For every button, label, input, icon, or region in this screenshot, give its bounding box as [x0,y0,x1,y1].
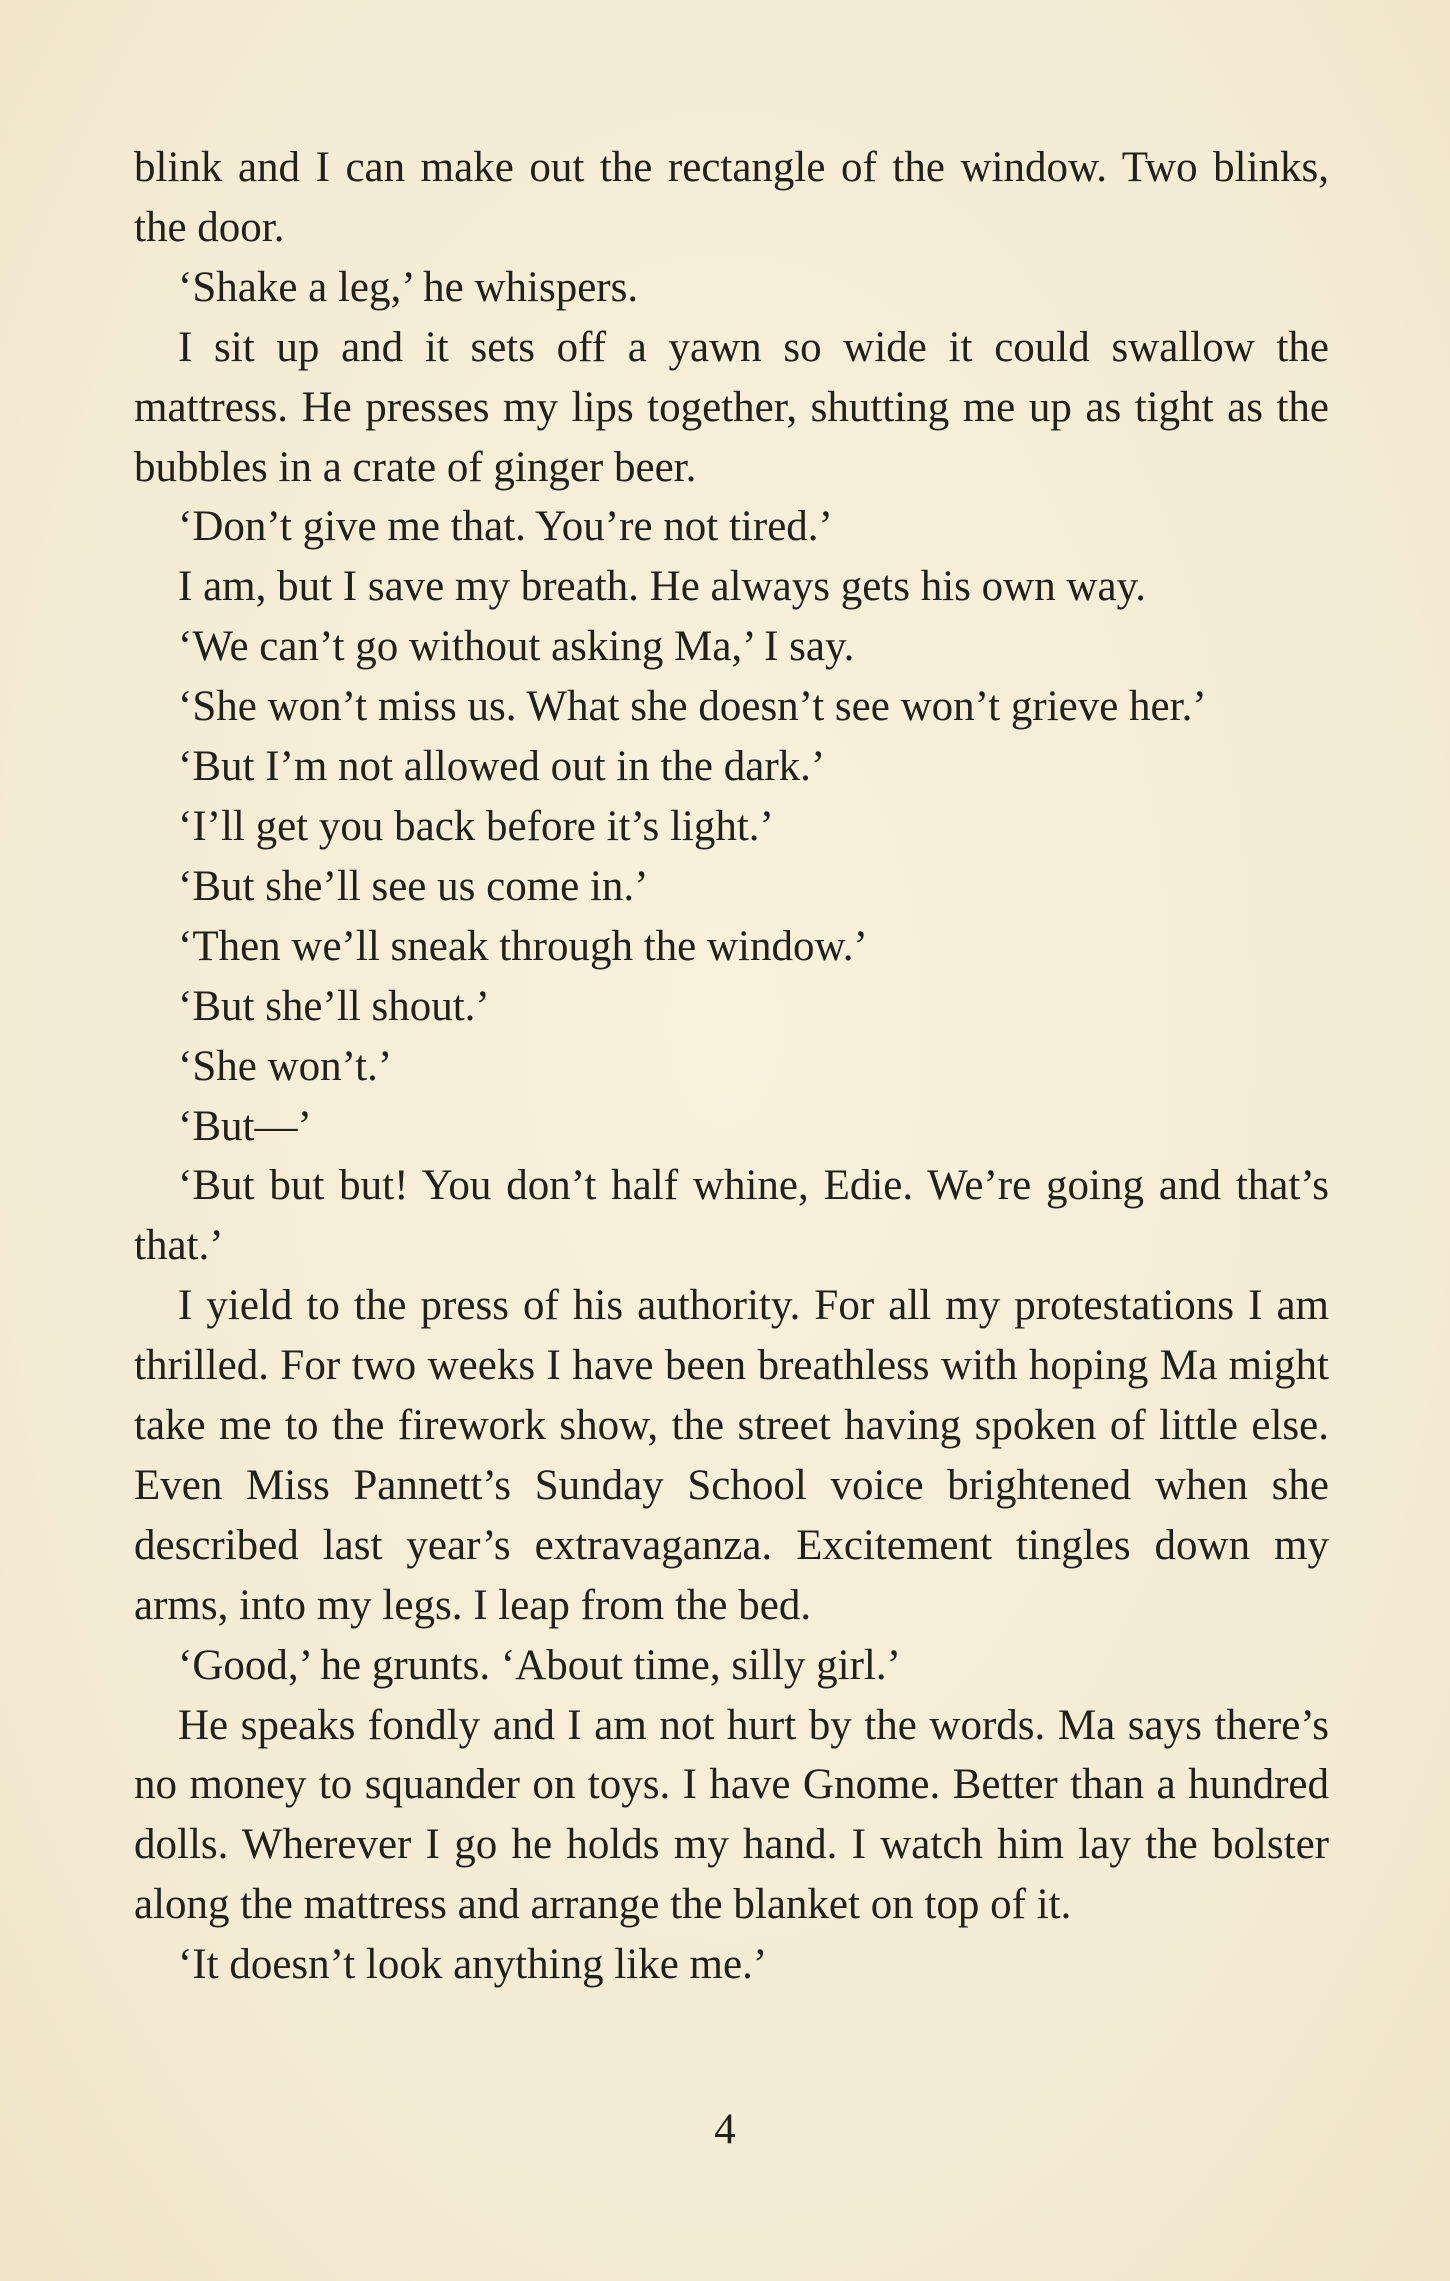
paragraph: ‘But—’ [178,1102,312,1150]
paragraph: ‘But she’ll see us come in.’ [178,862,649,910]
paragraph: I yield to the press of his authority. For all my protestations I am thrilled. For two weeks I have been breathless with hoping Ma might take me to the firework show, the street having spoken of little else. Even Miss Pannett’s Sunday School voice brightened when she described last year’s extravaganza. Excitement tingles down my arms, into my legs. I leap from the bed. [134,1282,1329,1629]
paragraph: ‘It doesn’t look anything like me.’ [178,1941,768,1989]
paragraph: ‘I’ll get you back before it’s light.’ [178,802,774,850]
paragraph: ‘Shake a leg,’ he whispers. [178,263,639,311]
paragraph: I am, but I save my breath. He always gets his own way. [178,563,1147,611]
page-number: 4 [714,2106,736,2153]
paragraph: ‘Good,’ he grunts. ‘About time, silly girl.’ [178,1641,901,1689]
paragraph: ‘She won’t miss us. What she doesn’t see won’t grieve her.’ [178,683,1207,731]
paragraph: ‘She won’t.’ [178,1042,393,1090]
paragraph: ‘But she’ll shout.’ [178,982,490,1030]
paragraph: I sit up and it sets off a yawn so wide it could swallow the mattress. He presses my lips together, shutting me up as tight as the bubbles in a crate of ginger beer. [134,323,1329,491]
paragraph: ‘But I’m not allowed out in the dark.’ [178,743,826,791]
paragraph: ‘Then we’ll sneak through the window.’ [178,922,868,970]
paragraph: ‘Don’t give me that. You’re not tired.’ [178,503,833,551]
paragraph: He speaks fondly and I am not hurt by the words. Ma says there’s no money to squander on toys. I have Gnome. Better than a hundred dolls. Wherever I go he holds my hand. I watch him lay the bolster along the mattress and arrange the blanket on top of it. [134,1701,1329,1929]
paragraph: ‘But but but! You don’t half whine, Edie. We’re going and that’s that.’ [134,1162,1329,1270]
paragraph: ‘We can’t go without asking Ma,’ I say. [178,623,855,671]
body-text [134,138,1329,1995]
paragraph: blink and I can make out the rectangle of the window. Two blinks, the door. [134,144,1329,251]
